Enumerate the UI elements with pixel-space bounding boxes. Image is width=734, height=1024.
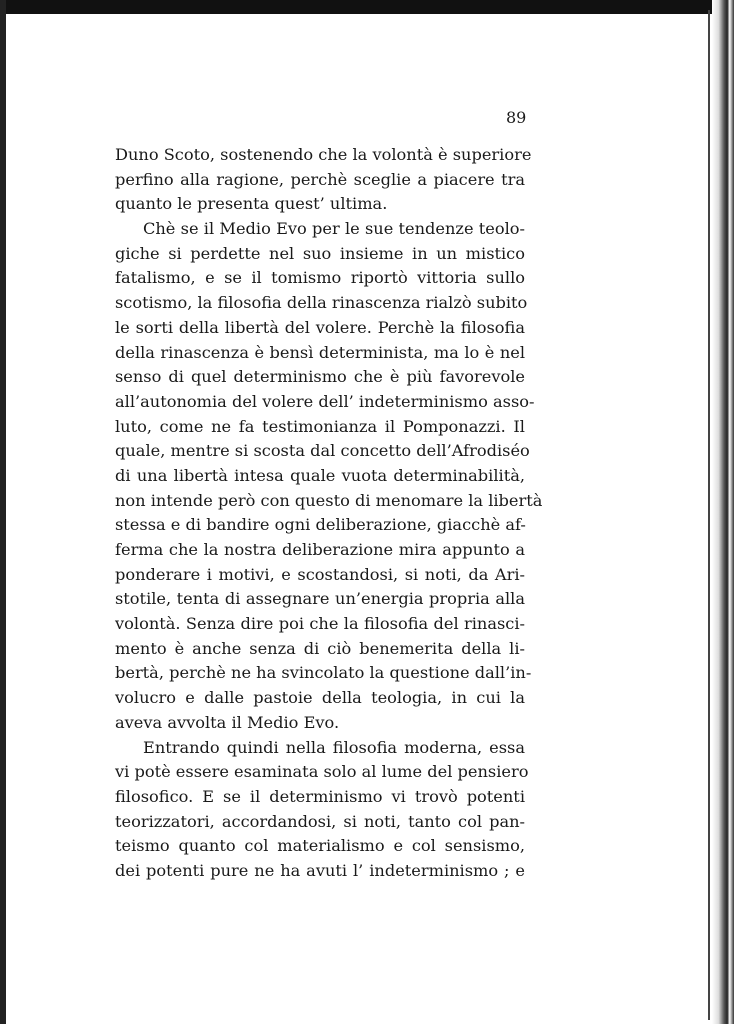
body-text (115, 143, 543, 884)
text-line: ferma che la nostra deliberazione mira appunto a (115, 540, 525, 559)
text-line: le sorti della libertà del volere. Perchè la filosofia (115, 317, 525, 337)
text-line: stotile, tenta di assegnare un’energia propria alla (115, 589, 525, 609)
text-line: mento è anche senza di ciò benemerita della li- (115, 638, 525, 658)
text-line: della rinascenza è bensì determinista, ma lo è nel (115, 342, 525, 362)
text-line: quale, mentre si scosta dal concetto dell’Afrodiséo (115, 441, 530, 461)
text-line: fatalismo, e se il tomismo riportò vittoria sullo (115, 268, 525, 288)
text-line: teorizzatori, accordandosi, si noti, tanto col pan- (115, 811, 525, 831)
text-line: quanto le presenta quest’ ultima. (115, 194, 388, 214)
text-line: bertà, perchè ne ha svincolato la questione dall’in- (115, 663, 532, 683)
text-line: filosofico. E se il determinismo vi trovò potenti (115, 786, 525, 806)
text-line: aveva avvolta il Medio Evo. (115, 712, 340, 732)
text-line: perfino alla ragione, perchè sceglie a piacere tra (115, 169, 525, 189)
text-line: vi potè essere esaminata solo al lume del pensiero (115, 762, 529, 782)
text-line: stessa e di bandire ogni deliberazione, giacchè af- (115, 515, 526, 535)
text-line: Entrando quindi nella filosofia moderna, essa (143, 737, 525, 757)
text-line: Chè se il Medio Evo per le sue tendenze teolo- (143, 219, 525, 239)
text-line: volontà. Senza dire poi che la filosofia del rinasci- (115, 614, 525, 634)
text-line: luto, come ne fa testimonianza il Pomponazzi. Il (115, 416, 525, 436)
page-edge-line (708, 10, 710, 1020)
text-line: scotismo, la filosofia della rinascenza rialzò subito (115, 293, 528, 313)
text-line: dei potenti pure ne ha avuti l’ indeterminismo ; e (115, 860, 525, 880)
text-line: teismo quanto col materialismo e col sensismo, (115, 836, 525, 856)
text-line: senso di quel determinismo che è più favorevole (115, 367, 525, 387)
page-number: 89 (506, 108, 527, 127)
text-line: all’autonomia del volere dell’ indeterminismo asso- (115, 391, 535, 411)
text-line: non intende però con questo di menomare la libertà (115, 490, 543, 510)
text-line: volucro e dalle pastoie della teologia, in cui la (115, 688, 525, 708)
scan-right-border (712, 0, 734, 1024)
text-line: Duno Scoto, sostenendo che la volontà è superiore (115, 145, 532, 164)
scan-left-border (0, 0, 6, 1024)
scan-top-border (0, 0, 734, 14)
text-line: giche si perdette nel suo insieme in un mistico (115, 243, 525, 263)
text-line: di una libertà intesa quale vuota determinabilità, (115, 465, 525, 485)
text-line: ponderare i motivi, e scostandosi, si noti, da Ari- (115, 564, 525, 584)
